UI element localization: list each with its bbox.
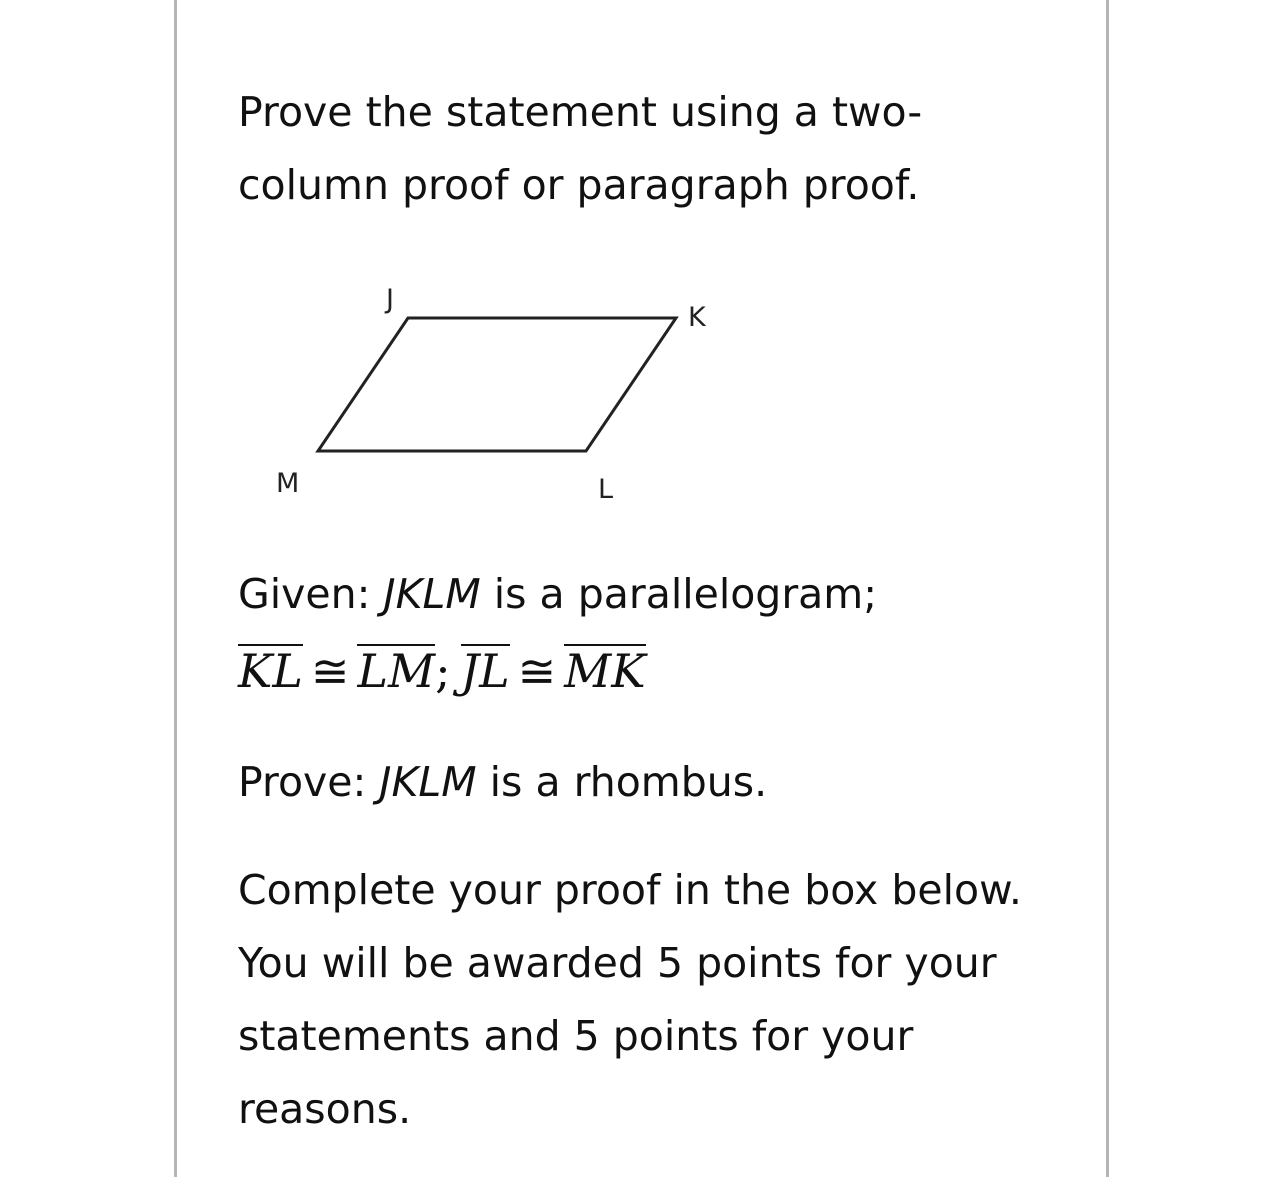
given-congruences <box>238 631 1038 711</box>
segment-jl: JL <box>460 644 510 698</box>
vertex-label-m: M <box>276 468 300 499</box>
congruent-symbol-2: ≅ <box>517 644 557 698</box>
congruent-symbol-1: ≅ <box>310 644 350 698</box>
prove-statement <box>238 746 767 819</box>
parallelogram-shape <box>318 318 676 451</box>
segment-kl: KL <box>238 644 303 698</box>
vertex-label-j: J <box>386 284 394 315</box>
question-content <box>238 76 1038 222</box>
parallelogram-figure <box>238 270 758 520</box>
congruence-separator: ; <box>435 644 451 698</box>
intro-text: Prove the statement using a two-column proof or paragraph proof. <box>238 88 923 209</box>
parallelogram-diagram <box>238 270 758 520</box>
given-text: is a parallelogram; <box>493 570 878 618</box>
right-border <box>1106 0 1109 1177</box>
vertex-label-k: K <box>688 302 706 333</box>
segment-lm: LM <box>357 644 436 698</box>
given-label: Given: <box>238 570 371 618</box>
given-figure-name: JKLM <box>383 570 481 618</box>
prove-label: Prove: <box>238 758 367 806</box>
prove-figure-name: JKLM <box>379 758 477 806</box>
segment-mk: MK <box>564 644 646 698</box>
left-border <box>174 0 177 1177</box>
given-line <box>238 558 1038 631</box>
given-section <box>238 558 1038 711</box>
vertex-label-l: L <box>598 474 614 505</box>
instructions-text: Complete your proof in the box below. You will be awarded 5 points for your statements and 5 points for your reasons. <box>238 866 1022 1133</box>
prove-text: is a rhombus. <box>489 758 768 806</box>
